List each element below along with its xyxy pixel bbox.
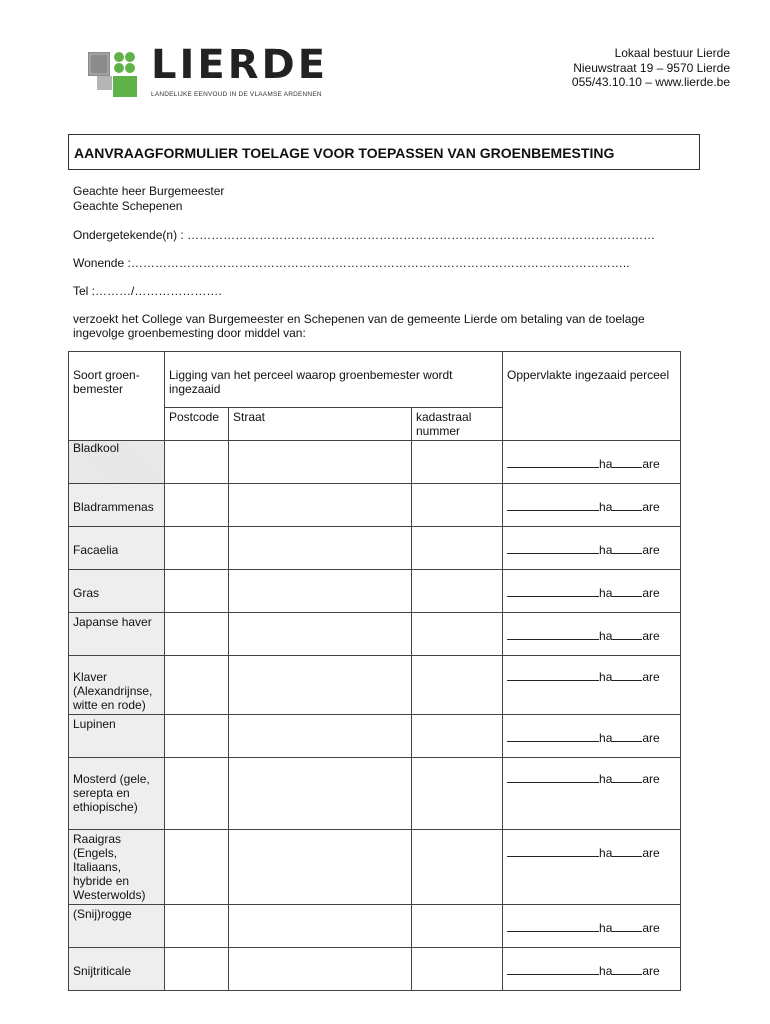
- ha-unit: ha: [599, 964, 613, 978]
- are-unit: are: [642, 846, 660, 860]
- soort-cell: Gras: [69, 570, 165, 613]
- table-row: [69, 758, 681, 830]
- ha-unit: ha: [599, 670, 613, 684]
- oppervlakte-cell[interactable]: [503, 905, 681, 948]
- are-unit: are: [642, 772, 660, 786]
- address-block: [572, 46, 730, 90]
- postcode-cell[interactable]: [165, 570, 229, 613]
- table-row: [69, 830, 681, 905]
- ha-blank[interactable]: [507, 964, 599, 975]
- header-soort: Soort groen-bemester: [69, 352, 165, 441]
- are-blank[interactable]: [612, 543, 642, 554]
- kadastraal-cell[interactable]: [412, 830, 503, 905]
- table-row: [69, 613, 681, 656]
- oppervlakte-cell[interactable]: [503, 715, 681, 758]
- straat-cell[interactable]: [229, 715, 412, 758]
- lierde-logo: [88, 42, 329, 100]
- address-line-1: Lokaal bestuur Lierde: [614, 46, 730, 60]
- salutation-line-2: Geachte Schepenen: [73, 199, 183, 213]
- intro-line-1: verzoekt het College van Burgemeester en Schepenen van de gemeente Lierde om betaling van de toelage: [73, 312, 645, 326]
- ha-unit: ha: [599, 500, 613, 514]
- wonende-field[interactable]: Wonende :……………………………………………………………………………………………………………..: [73, 256, 630, 270]
- oppervlakte-cell[interactable]: [503, 613, 681, 656]
- postcode-cell[interactable]: [165, 905, 229, 948]
- straat-cell[interactable]: [229, 905, 412, 948]
- logo-mark-icon: [88, 48, 150, 100]
- kadastraal-cell[interactable]: [412, 656, 503, 715]
- postcode-cell[interactable]: [165, 527, 229, 570]
- ha-unit: ha: [599, 457, 613, 471]
- are-blank[interactable]: [612, 964, 642, 975]
- ha-blank[interactable]: [507, 921, 599, 932]
- form-title: AANVRAAGFORMULIER TOELAGE VOOR TOEPASSEN VAN GROENBEMESTING: [74, 145, 615, 161]
- soort-cell: Mosterd (gele, serepta en ethiopische): [69, 758, 165, 830]
- are-unit: are: [642, 586, 660, 600]
- are-blank[interactable]: [612, 772, 642, 783]
- soort-cell: (Snij)rogge: [69, 905, 165, 948]
- are-blank[interactable]: [612, 629, 642, 640]
- ha-blank[interactable]: [507, 772, 599, 783]
- header-straat: Straat: [229, 408, 412, 441]
- kadastraal-cell[interactable]: [412, 758, 503, 830]
- kadastraal-cell[interactable]: [412, 613, 503, 656]
- straat-cell[interactable]: [229, 948, 412, 991]
- ha-blank[interactable]: [507, 731, 599, 742]
- ha-unit: ha: [599, 586, 613, 600]
- ha-unit: ha: [599, 921, 613, 935]
- table-row: [69, 527, 681, 570]
- header-oppervlakte: Oppervlakte ingezaaid perceel: [503, 352, 681, 441]
- oppervlakte-cell[interactable]: [503, 830, 681, 905]
- ha-blank[interactable]: [507, 629, 599, 640]
- soort-cell: Facaelia: [69, 527, 165, 570]
- are-blank[interactable]: [612, 846, 642, 857]
- kadastraal-cell[interactable]: [412, 948, 503, 991]
- address-line-2: Nieuwstraat 19 – 9570 Lierde: [573, 60, 730, 75]
- are-blank[interactable]: [612, 586, 642, 597]
- oppervlakte-cell[interactable]: [503, 570, 681, 613]
- postcode-cell[interactable]: [165, 830, 229, 905]
- soort-cell: Klaver (Alexandrijnse, witte en rode): [69, 656, 165, 715]
- postcode-cell[interactable]: [165, 484, 229, 527]
- soort-cell: Raaigras (Engels, Italiaans, hybride en Westerwolds): [69, 830, 165, 905]
- are-unit: are: [642, 964, 660, 978]
- straat-cell[interactable]: [229, 441, 412, 484]
- soort-cell: Snijtriticale: [69, 948, 165, 991]
- soort-cell: Japanse haver: [69, 613, 165, 656]
- oppervlakte-cell[interactable]: [503, 758, 681, 830]
- soort-cell: Lupinen: [69, 715, 165, 758]
- ondergetekende-field[interactable]: Ondergetekende(n) : ………………………………………………………………………………………………………: [73, 228, 656, 242]
- straat-cell[interactable]: [229, 484, 412, 527]
- kadastraal-cell[interactable]: [412, 527, 503, 570]
- oppervlakte-cell[interactable]: [503, 441, 681, 484]
- are-unit: are: [642, 500, 660, 514]
- soort-cell: Bladrammenas: [69, 484, 165, 527]
- table-row: [69, 905, 681, 948]
- ha-blank[interactable]: [507, 586, 599, 597]
- ha-blank[interactable]: [507, 457, 599, 468]
- are-unit: are: [642, 921, 660, 935]
- ha-blank[interactable]: [507, 543, 599, 554]
- ha-unit: ha: [599, 772, 613, 786]
- postcode-cell[interactable]: [165, 441, 229, 484]
- table-row: [69, 948, 681, 991]
- oppervlakte-cell[interactable]: [503, 656, 681, 715]
- table-row: [69, 441, 681, 484]
- are-blank[interactable]: [612, 731, 642, 742]
- table-row: [69, 570, 681, 613]
- are-blank[interactable]: [612, 500, 642, 511]
- postcode-cell[interactable]: [165, 715, 229, 758]
- straat-cell[interactable]: [229, 830, 412, 905]
- intro-line-2: ingevolge groenbemesting door middel van:: [73, 326, 306, 340]
- straat-cell[interactable]: [229, 527, 412, 570]
- kadastraal-cell[interactable]: [412, 484, 503, 527]
- are-unit: are: [642, 629, 660, 643]
- are-blank[interactable]: [612, 457, 642, 468]
- straat-cell[interactable]: [229, 758, 412, 830]
- postcode-cell[interactable]: [165, 613, 229, 656]
- logo-wordmark: LIERDE: [151, 42, 329, 88]
- straat-cell[interactable]: [229, 613, 412, 656]
- straat-cell[interactable]: [229, 656, 412, 715]
- are-unit: are: [642, 543, 660, 557]
- oppervlakte-cell[interactable]: [503, 527, 681, 570]
- are-unit: are: [642, 457, 660, 471]
- header-postcode: Postcode: [165, 408, 229, 441]
- postcode-cell[interactable]: [165, 758, 229, 830]
- oppervlakte-cell[interactable]: [503, 484, 681, 527]
- logo-tagline: LANDELIJKE EENVOUD IN DE VLAAMSE ARDENNEN: [151, 91, 322, 98]
- are-blank[interactable]: [612, 921, 642, 932]
- kadastraal-cell[interactable]: [412, 715, 503, 758]
- oppervlakte-cell[interactable]: [503, 948, 681, 991]
- ha-unit: ha: [599, 629, 613, 643]
- postcode-cell[interactable]: [165, 656, 229, 715]
- straat-cell[interactable]: [229, 570, 412, 613]
- soort-cell: Bladkool: [69, 441, 165, 484]
- kadastraal-cell[interactable]: [412, 570, 503, 613]
- ha-unit: ha: [599, 846, 613, 860]
- tel-field[interactable]: Tel :………/………………….: [73, 284, 222, 298]
- are-blank[interactable]: [612, 670, 642, 681]
- are-unit: are: [642, 670, 660, 684]
- kadastraal-cell[interactable]: [412, 905, 503, 948]
- form-title-box: [68, 134, 700, 170]
- table-row: [69, 656, 681, 715]
- ha-unit: ha: [599, 543, 613, 557]
- address-line-3: 055/43.10.10 – www.lierde.be: [571, 75, 730, 89]
- ha-blank[interactable]: [507, 500, 599, 511]
- are-unit: are: [642, 731, 660, 745]
- table-row: [69, 484, 681, 527]
- groenbemesting-table: [68, 351, 681, 991]
- header-ligging: Ligging van het perceel waarop groenbemester wordt ingezaaid: [165, 352, 503, 408]
- ha-blank[interactable]: [507, 846, 599, 857]
- ha-unit: ha: [599, 731, 613, 745]
- ha-blank[interactable]: [507, 670, 599, 681]
- table-row: [69, 715, 681, 758]
- salutation-line-1: Geachte heer Burgemeester: [73, 184, 225, 198]
- kadastraal-cell[interactable]: [412, 441, 503, 484]
- postcode-cell[interactable]: [165, 948, 229, 991]
- header-kadastraal: kadastraal nummer: [412, 408, 503, 441]
